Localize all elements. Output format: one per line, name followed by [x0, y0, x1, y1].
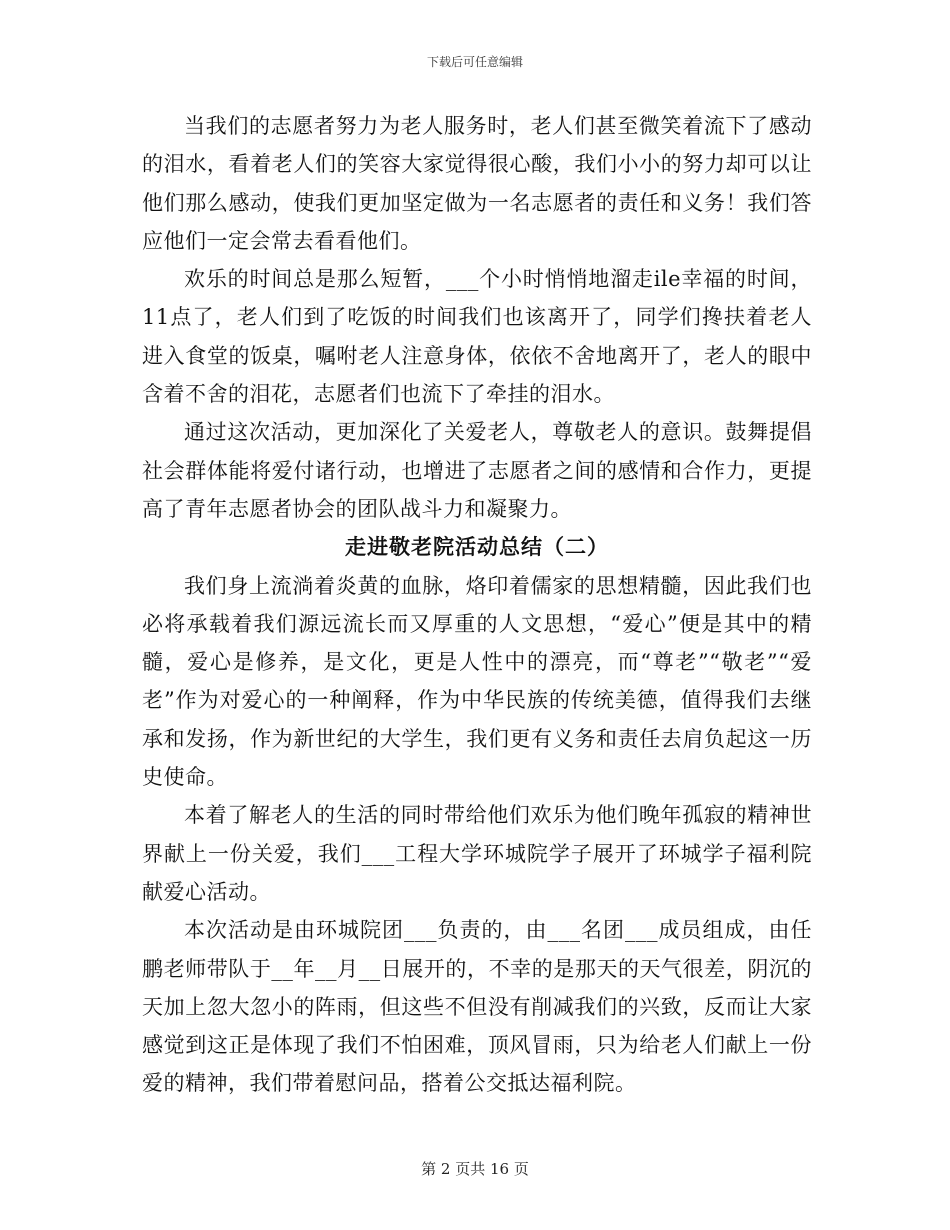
document-body	[142, 107, 812, 1103]
paragraph: 当我们的志愿者努力为老人服务时，老人们甚至微笑着流下了感动的泪水，看着老人们的笑容大家觉得很心酸，我们小小的努力却可以让他们那么感动，使我们更加坚定做为一名志愿者的责任和义务！我们答应他们一定会常去看看他们。	[142, 114, 812, 253]
section-title: 走进敬老院活动总结（二）	[345, 535, 609, 560]
paragraph: 通过这次活动，更加深化了关爱老人，尊敬老人的意识。鼓舞提倡社会群体能将爱付诸行动，也增进了志愿者之间的感情和合作力，更提高了青年志愿者协会的团队战斗力和凝聚力。	[142, 420, 812, 521]
paragraph: 本次活动是由环城院团___负责的，由___名团___成员组成，由任鹏老师带队于__年__月__日展开的，不幸的是那天的天气很差，阴沉的天加上忽大忽小的阵雨，但这些不但没有削减我们的兴致，反而让大家感觉到这正是体现了我们不怕困难，顶风冒雨，只为给老人们献上一份爱的精神，我们带着慰问品，搭着公交抵达福利院。	[142, 918, 812, 1096]
paragraph: 欢乐的时间总是那么短暂，___个小时悄悄地溜走ile幸福的时间，11点了，老人们到了吃饭的时间我们也该离开了，同学们搀扶着老人进入食堂的饭桌，嘱咐老人注意身体，依依不舍地离开了，老人的眼中含着不舍的泪花，志愿者们也流下了牵挂的泪水。	[142, 267, 812, 407]
paragraph: 我们身上流淌着炎黄的血脉，烙印着儒家的思想精髓，因此我们也必将承载着我们源远流长而又厚重的人文思想，“爱心”便是其中的精髓，爱心是修养，是文化，更是人性中的漂亮，而“尊老”“敬老”“爱老”作为对爱心的一种阐释，作为中华民族的传统美德，值得我们去继承和发扬，作为新世纪的大学生，我们更有义务和责任去肩负起这一历史使命。	[142, 573, 812, 790]
paragraph: 本着了解老人的生活的同时带给他们欢乐为他们晚年孤寂的精神世界献上一份关爱，我们___工程大学环城院学子展开了环城学子福利院献爱心活动。	[142, 803, 812, 904]
page-header: 下载后可任意编辑	[426, 55, 523, 69]
page-footer: 第 2 页共 16 页	[421, 1160, 529, 1178]
